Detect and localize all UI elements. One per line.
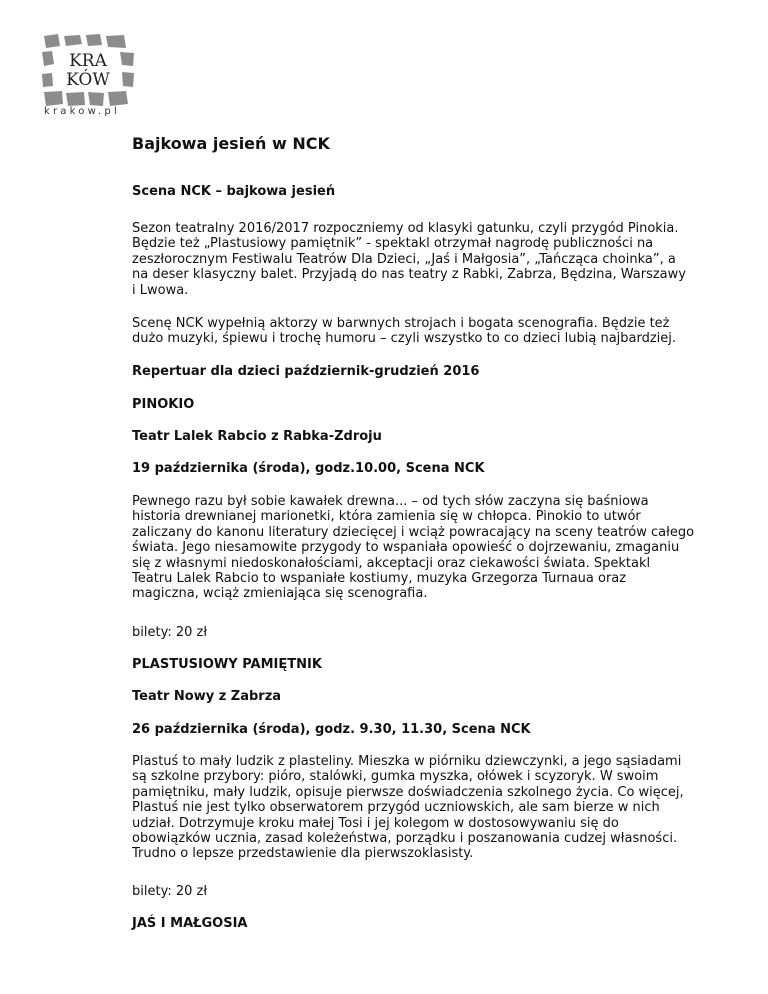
text-line: udział. Dotrzymuje kroku małej Tosi i jej kolegom w dostosowywaniu się do — [132, 815, 619, 831]
logo-text-top: KRA — [69, 51, 107, 71]
page-title: Bajkowa jesień w NCK — [132, 134, 330, 153]
text-line: dużo muzyki, śpiewu i trochę humoru – czyli wszystko to co dzieci lubią najbardziej. — [132, 331, 677, 347]
ticket-price: bilety: 20 zł — [132, 625, 208, 640]
show-title: JAŚ I MAŁGOSIA — [132, 916, 248, 931]
show-title: PLASTUSIOWY PAMIĘTNIK — [132, 657, 322, 672]
text-line: Sezon teatralny 2016/2017 rozpoczniemy od klasyki gatunku, czyli przygód Pinokia. — [132, 221, 679, 236]
logo-text-bottom: KÓW — [66, 70, 110, 90]
text-line: historia drewnianej marionetki, która zamienia się w chłopca. Pinokio to utwór — [132, 509, 641, 525]
show-date: 19 października (środa), godz.10.00, Scena NCK — [132, 461, 485, 476]
text-line: magiczna, wciąż zmieniająca się scenografia. — [132, 586, 428, 602]
text-line: Trudno o lepsze przedstawienie dla pierwszoklasisty. — [132, 846, 474, 862]
text-line: na deser klasyczny balet. Przyjadą do nas teatry z Rabki, Zabrza, Będzina, Warszawy — [132, 267, 686, 283]
section-subtitle: Scena NCK – bajkowa jesień — [132, 184, 336, 199]
text-line: Będzie też „Plastusiowy pamiętnik” - spektakl otrzymał nagrodę publiczności na — [132, 236, 654, 252]
show-description — [132, 754, 684, 862]
text-line: zeszłorocznym Festiwalu Teatrów Dla Dzieci, „Jaś i Małgosia”, „Tańcząca choinka”, a — [132, 251, 676, 267]
show-title: PINOKIO — [132, 397, 195, 412]
text-line: się z własnymi niedoskonałościami, akceptacji oraz ciekawości świata. Spektakl — [132, 555, 651, 571]
text-line: Pewnego razu był sobie kawałek drewna... – od tych słów zaczyna się baśniowa — [132, 494, 649, 509]
text-line: Plastuś to mały ludzik z plasteliny. Mieszka w piórniku dziewczynki, a jego sąsiadami — [132, 754, 682, 769]
krakow-logo-mark — [40, 30, 136, 110]
repertoire-heading: Repertuar dla dzieci październik-grudzień 2016 — [132, 364, 480, 379]
show-theatre: Teatr Lalek Rabcio z Rabka-Zdroju — [132, 429, 382, 444]
text-line: obowiązków ucznia, zasad koleżeństwa, porządku i poszanowania cudzej własności. — [132, 831, 678, 847]
text-line: pamiętniku, mały ludzik, opisuje pierwsze doświadczenia szkolnego życia. Co więcej, — [132, 784, 684, 800]
text-line: Scenę NCK wypełnią aktorzy w barwnych strojach i bogata scenografia. Będzie też — [132, 316, 670, 331]
show-date: 26 października (środa), godz. 9.30, 11.30, Scena NCK — [132, 722, 531, 737]
ticket-price: bilety: 20 zł — [132, 884, 208, 899]
text-line: są szkolne przybory: pióro, stalówki, gumka myszka, ołówek i scyzoryk. W swoim — [132, 769, 659, 785]
text-line: Plastuś nie jest tylko obserwatorem przygód uczniowskich, ale sam bierze w nich — [132, 800, 660, 816]
text-line: zaliczany do kanonu literatury dziecięcej i wciąż powracający na sceny teatrów całego — [132, 524, 695, 540]
text-line: i Lwowa. — [132, 282, 189, 298]
intro-paragraph — [132, 221, 686, 298]
show-description — [132, 494, 694, 602]
logo-caption: krakow.pl — [44, 106, 120, 117]
show-theatre: Teatr Nowy z Zabrza — [132, 689, 282, 704]
text-line: Teatru Lalek Rabcio to wspaniałe kostiumy, muzyka Grzegorza Turnaua oraz — [132, 571, 627, 587]
intro-paragraph-2 — [132, 316, 676, 347]
text-line: świata. Jego niesamowite przygody to wspaniała opowieść o dojrzewaniu, zmaganiu — [132, 540, 680, 556]
